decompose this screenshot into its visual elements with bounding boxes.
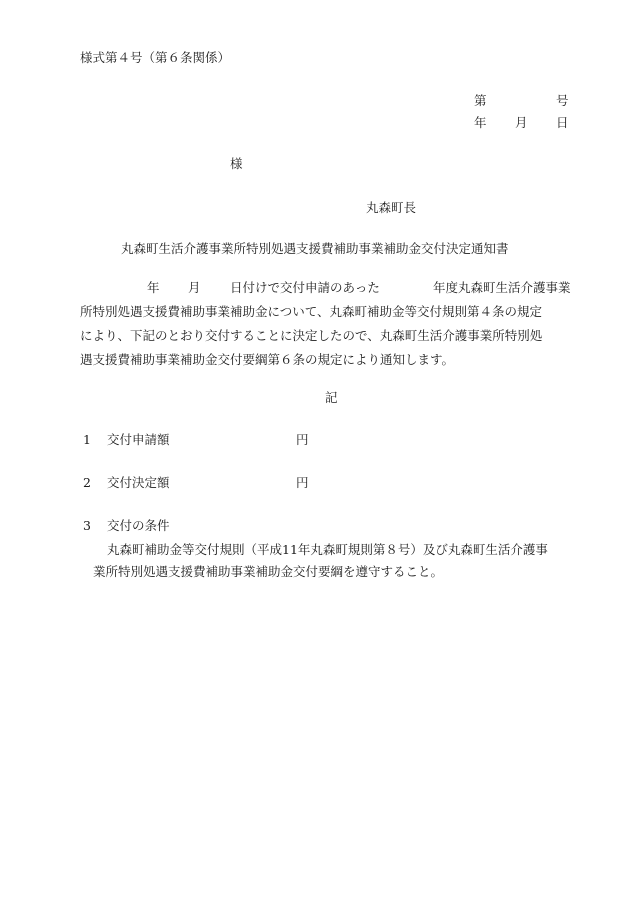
item-1-number: 1 [83,432,91,447]
body-line3: により、下記のとおり交付することに決定したので、丸森町生活介護事業所特別処 [80,328,543,343]
item-2-label: 交付決定額 [107,475,170,490]
item-2-number: 2 [83,475,91,490]
item-2-unit: 円 [296,475,309,490]
item-3-label: 交付の条件 [107,518,170,533]
sender-name: 丸森町長 [366,200,417,215]
body-line2: 所特別処遇支援費補助事業補助金について、丸森町補助金等交付規則第４条の規定 [80,304,543,319]
body-line1-text: 日付けで交付申請のあった [230,280,380,295]
body-line4: 遇支援費補助事業補助金交付要綱第６条の規定により通知します。 [80,352,455,367]
item-1-label: 交付申請額 [107,432,170,447]
body-line1-end: 年度丸森町生活介護事業 [433,280,571,295]
addressee-honorific: 様 [230,156,243,171]
conditions-line2: 業所特別処遇支援費補助事業補助金交付要綱を遵守すること。 [93,564,444,579]
form-number: 様式第４号（第６条関係） [80,50,231,65]
document-number-suffix: 号 [556,93,569,108]
body-month-label: 月 [188,280,201,295]
conditions-line1: 丸森町補助金等交付規則（平成11年丸森町規則第８号）及び丸森町生活介護事 [107,542,548,557]
item-3-number: 3 [83,518,91,533]
date-day-label: 日 [556,115,569,130]
date-year-label: 年 [474,115,487,130]
item-1-unit: 円 [296,432,309,447]
document-number-prefix: 第 [474,93,487,108]
ki-heading: 記 [325,390,338,405]
body-year-label: 年 [147,280,160,295]
date-month-label: 月 [515,115,528,130]
document-title: 丸森町生活介護事業所特別処遇支援費補助事業補助金交付決定通知書 [121,241,509,256]
